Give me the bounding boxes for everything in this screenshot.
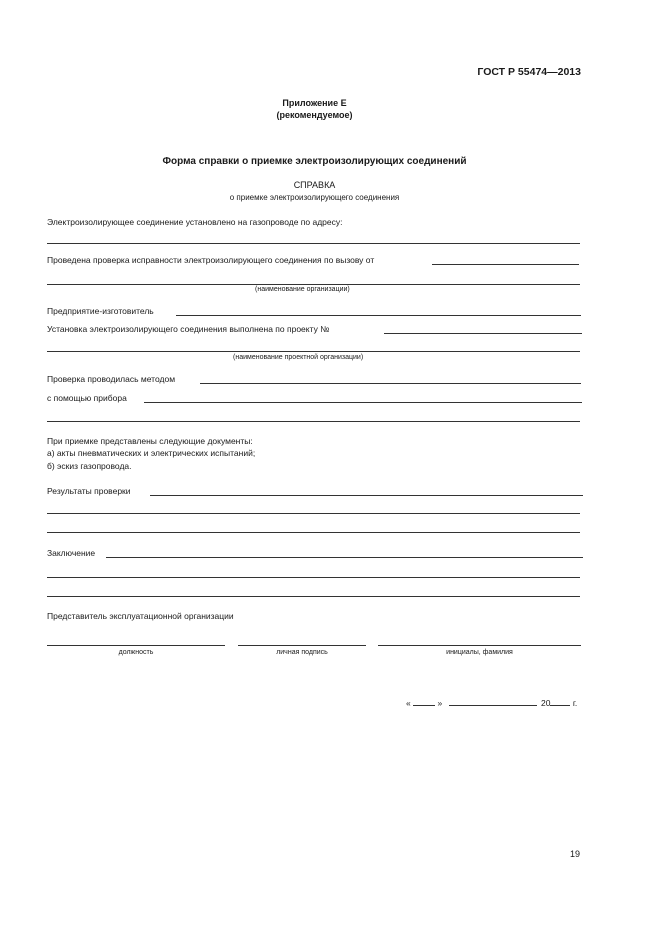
signature-line[interactable] xyxy=(238,645,366,646)
signature-caption: личная подпись xyxy=(276,649,328,656)
document-item: б) эскиз газопровода. xyxy=(47,461,132,471)
results-line[interactable] xyxy=(47,532,580,533)
check-by-call-line[interactable] xyxy=(432,264,579,265)
results-label: Результаты проверки xyxy=(47,486,131,496)
conclusion-line[interactable] xyxy=(47,577,580,578)
date-day-blank[interactable] xyxy=(413,696,435,706)
project-label: Установка электроизолирующего соединения выполнена по проекту № xyxy=(47,324,330,334)
conclusion-label: Заключение xyxy=(47,548,96,558)
address-line[interactable] xyxy=(47,243,580,244)
design-org-line[interactable] xyxy=(47,351,580,352)
appendix-title: Приложение Е xyxy=(282,98,347,108)
documents-intro: При приемке представлены следующие документы: xyxy=(47,436,253,446)
date-year-suffix: г. xyxy=(572,698,578,708)
check-by-call-label: Проведена проверка исправности электроизолирующего соединения по вызову от xyxy=(47,255,375,265)
address-label: Электроизолирующее соединение установлено на газопроводе по адресу: xyxy=(47,217,343,227)
date-close-quote: » xyxy=(437,698,443,708)
representative-label: Представитель эксплуатационной организации xyxy=(47,611,234,621)
device-line[interactable] xyxy=(144,402,582,403)
method-line[interactable] xyxy=(200,383,581,384)
design-org-caption: (наименование проектной организации) xyxy=(233,354,364,361)
device-extra-line[interactable] xyxy=(47,421,580,422)
document-item: а) акты пневматических и электрических испытаний; xyxy=(47,448,256,458)
certificate-subtitle: о приемке электроизолирующего соединения xyxy=(229,193,400,202)
date-year-blank[interactable] xyxy=(550,696,570,706)
results-line[interactable] xyxy=(150,495,583,496)
date-year-prefix: 20 xyxy=(540,698,551,708)
standard-number: ГОСТ Р 55474—2013 xyxy=(477,66,581,78)
certificate-title: СПРАВКА xyxy=(293,180,336,190)
method-label: Проверка проводилась методом xyxy=(47,374,176,384)
org-name-caption: (наименование организации) xyxy=(255,286,350,293)
conclusion-line[interactable] xyxy=(47,596,580,597)
appendix-note: (рекомендуемое) xyxy=(276,110,353,120)
project-number-line[interactable] xyxy=(384,333,582,334)
date-field xyxy=(406,696,577,708)
position-line[interactable] xyxy=(47,645,225,646)
results-line[interactable] xyxy=(47,513,580,514)
form-title: Форма справки о приемке электроизолирующих соединений xyxy=(162,156,467,167)
date-month-blank[interactable] xyxy=(449,696,537,706)
device-label: с помощью прибора xyxy=(47,393,127,403)
page-number: 19 xyxy=(569,849,580,859)
name-line[interactable] xyxy=(378,645,581,646)
manufacturer-label: Предприятие-изготовитель xyxy=(47,306,154,316)
date-open-quote: « xyxy=(406,698,411,708)
org-name-line[interactable] xyxy=(47,284,580,285)
conclusion-line[interactable] xyxy=(106,557,583,558)
position-caption: должность xyxy=(118,649,154,656)
name-caption: инициалы, фамилия xyxy=(446,649,513,656)
manufacturer-line[interactable] xyxy=(176,315,581,316)
